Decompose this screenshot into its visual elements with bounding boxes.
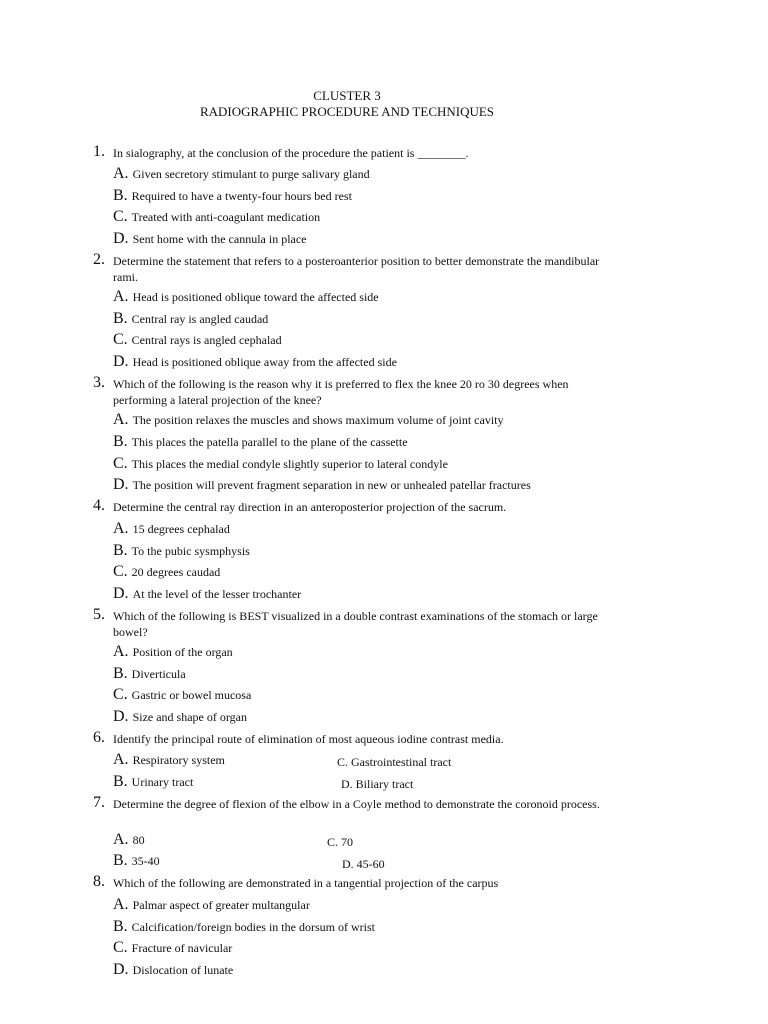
option-c: C. Gastrointestinal tract (337, 755, 452, 769)
question-text: Which of the following is the reason why it is preferred to flex the knee 20 ro 30 degrees when performing a lateral projection of the knee? (113, 377, 569, 407)
option-b: B. Urinary tract (113, 773, 194, 790)
option-c: C. Gastric or bowel mucosa (113, 686, 252, 703)
option-c: C. Central rays is angled cephalad (113, 331, 282, 348)
question-text: Determine the central ray direction in an anteroposterior projection of the sacrum. (113, 500, 507, 514)
option-a: A. The position relaxes the muscles and shows maximum volume of joint cavity (113, 411, 504, 428)
option-c: C. This places the medial condyle slightly superior to lateral condyle (113, 455, 448, 472)
section-title: RADIOGRAPHIC PROCEDURE AND TECHNIQUES (199, 104, 495, 119)
page-header (0, 88, 694, 120)
cluster-title: CLUSTER 3 (313, 88, 381, 103)
option-d: D. Biliary tract (341, 777, 414, 791)
option-d: D. Size and shape of organ (113, 708, 247, 725)
question-number: 4. (93, 497, 105, 514)
option-a: A. Given secretory stimulant to purge salivary gland (113, 165, 370, 182)
option-a: A. Head is positioned oblique toward the affected side (113, 288, 379, 305)
question-number: 7. (93, 794, 105, 811)
question-text: Which of the following are demonstrated in a tangential projection of the carpus (113, 876, 499, 890)
option-d: D. Head is positioned oblique away from the affected side (113, 353, 397, 370)
question-text: Which of the following is BEST visualized in a double contrast examinations of the stomach or large bowel? (113, 609, 598, 639)
option-c: C. 20 degrees caudad (113, 563, 221, 580)
option-d: D. Dislocation of lunate (113, 961, 234, 978)
option-a: A. Respiratory system (113, 751, 225, 768)
option-b: B. To the pubic sysmphysis (113, 542, 250, 559)
option-b: B. Required to have a twenty-four hours bed rest (113, 187, 352, 204)
option-d: D. Sent home with the cannula in place (113, 230, 307, 247)
question-number: 8. (93, 873, 105, 890)
question-number: 2. (93, 251, 105, 268)
question-text: Identify the principal route of elimination of most aqueous iodine contrast media. (113, 732, 504, 746)
option-b: B. This places the patella parallel to the plane of the cassette (113, 433, 408, 450)
option-b: B. Calcification/foreign bodies in the dorsum of wrist (113, 918, 375, 935)
question-text: In sialography, at the conclusion of the procedure the patient is ________. (113, 146, 469, 160)
option-d: D. 45-60 (342, 857, 385, 871)
option-b: B. 35-40 (113, 852, 160, 869)
option-d: D. At the level of the lesser trochanter (113, 585, 302, 602)
option-b: B. Central ray is angled caudad (113, 310, 269, 327)
question-number: 1. (93, 143, 105, 160)
question-number: 5. (93, 606, 105, 623)
option-a: A. 15 degrees cephalad (113, 520, 230, 537)
option-c: C. Fracture of navicular (113, 939, 233, 956)
option-a: A. Palmar aspect of greater multangular (113, 896, 310, 913)
option-a: A. 80 (113, 831, 145, 848)
option-c: C. 70 (327, 835, 354, 849)
question-number: 6. (93, 729, 105, 746)
option-a: A. Position of the organ (113, 643, 233, 660)
option-d: D. The position will prevent fragment separation in new or unhealed patellar fractures (113, 476, 531, 493)
question-text: Determine the degree of flexion of the elbow in a Coyle method to demonstrate the coronoid process. (113, 797, 600, 811)
question-text: Determine the statement that refers to a posteroanterior position to better demonstrate the mandibular rami. (113, 254, 600, 284)
question-number: 3. (93, 374, 105, 391)
option-b: B. Diverticula (113, 665, 186, 682)
option-c: C. Treated with anti-coagulant medication (113, 208, 321, 225)
